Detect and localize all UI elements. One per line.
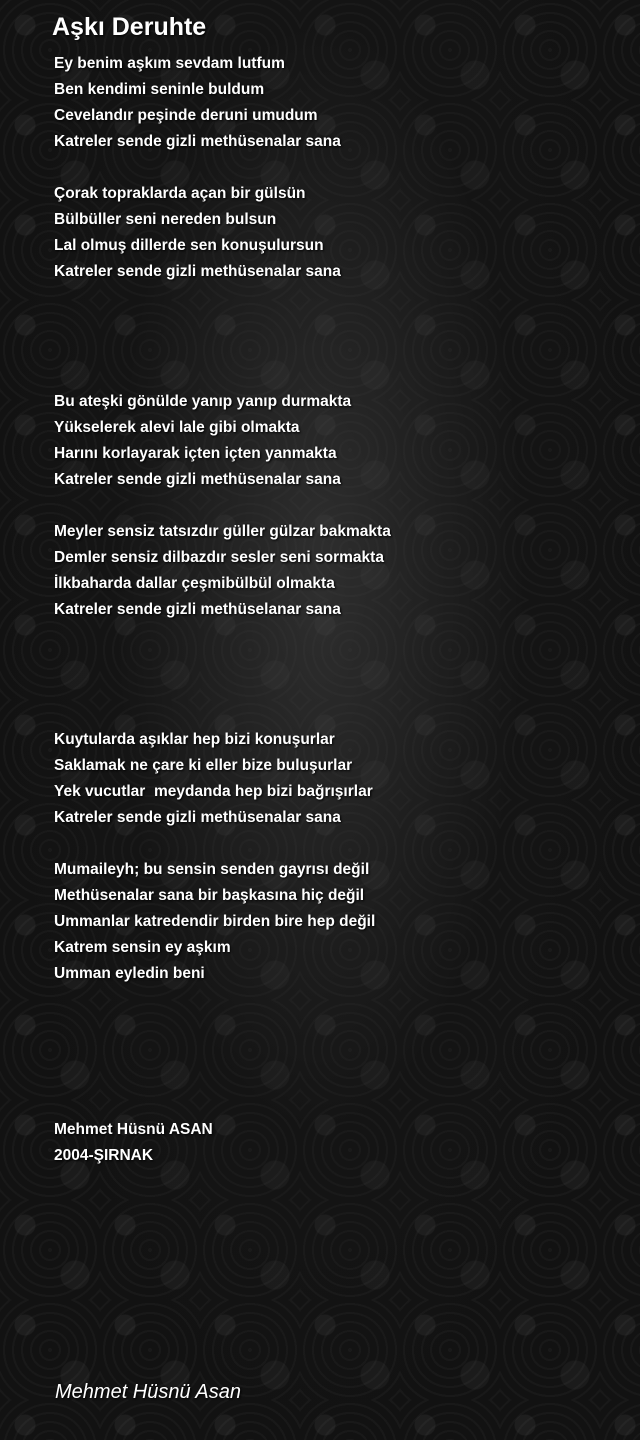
poem-stanza-2 (54, 181, 614, 285)
poem-stanza-4 (54, 519, 614, 623)
poem-line: Lal olmuş dillerde sen konuşulursun (54, 237, 324, 254)
stanza-gap (54, 831, 614, 857)
poem-line: Çorak topraklarda açan bir gülsün (54, 185, 306, 202)
stanza-gap (54, 1091, 614, 1117)
poem-line: Demler sensiz dilbazdır sesler seni sormakta (54, 549, 384, 566)
poem-footer-date-place: 2004-ŞIRNAK (54, 1147, 154, 1164)
poem-line: Ummanlar katredendir birden bire hep değil (54, 913, 376, 930)
section-gap (54, 623, 614, 727)
poem-line: Meyler sensiz tatsızdır güller gülzar bakmakta (54, 523, 391, 540)
poem-stanza-6 (54, 857, 614, 987)
poem-stanza-3 (54, 389, 614, 493)
poem-line: Yükselerek alevi lale gibi olmakta (54, 419, 300, 436)
poem-stanza-1 (54, 51, 614, 155)
poem-line: Yek vucutlar meydanda hep bizi bağrışırlar (54, 783, 373, 800)
poem-line: Katrem sensin ey aşkım (54, 939, 231, 956)
poem-footer-author: Mehmet Hüsnü ASAN (54, 1121, 213, 1138)
poem-line: Mumaileyh; bu sensin senden gayrısı değil (54, 861, 370, 878)
poem-body (54, 51, 614, 1169)
section-gap (54, 987, 614, 1091)
poem-stanza-5 (54, 727, 614, 831)
stanza-gap (54, 493, 614, 519)
section-gap (54, 285, 614, 389)
poem-line: İlkbaharda dallar çeşmibülbül olmakta (54, 575, 335, 592)
author-signature: Mehmet Hüsnü Asan (55, 1381, 242, 1403)
poem-line: Katreler sende gizli methüsenalar sana (54, 809, 341, 826)
poem-line: Katreler sende gizli methüsenalar sana (54, 133, 341, 150)
poem-line: Bu ateşki gönülde yanıp yanıp durmakta (54, 393, 352, 410)
poem-line: Harını korlayarak içten içten yanmakta (54, 445, 337, 462)
stanza-gap (54, 155, 614, 181)
poem-line: Methüsenalar sana bir başkasına hiç değil (54, 887, 365, 904)
poem-line: Bülbüller seni nereden bulsun (54, 211, 277, 228)
poem-line: Saklamak ne çare ki eller bize buluşurlar (54, 757, 353, 774)
poem-line: Cevelandır peşinde deruni umudum (54, 107, 318, 124)
poem-line: Katreler sende gizli methüsenalar sana (54, 471, 341, 488)
poem-line: Ben kendimi seninle buldum (54, 81, 265, 98)
poem-line: Katreler sende gizli methüselanar sana (54, 601, 341, 618)
poem-line: Umman eyledin beni (54, 965, 205, 982)
poem-line: Katreler sende gizli methüsenalar sana (54, 263, 341, 280)
poem-line: Ey benim aşkım sevdam lutfum (54, 55, 285, 72)
poem-title: Aşkı Deruhte (52, 13, 207, 41)
poem-line: Kuytularda aşıklar hep bizi konuşurlar (54, 731, 335, 748)
poem-footer (54, 1117, 614, 1169)
